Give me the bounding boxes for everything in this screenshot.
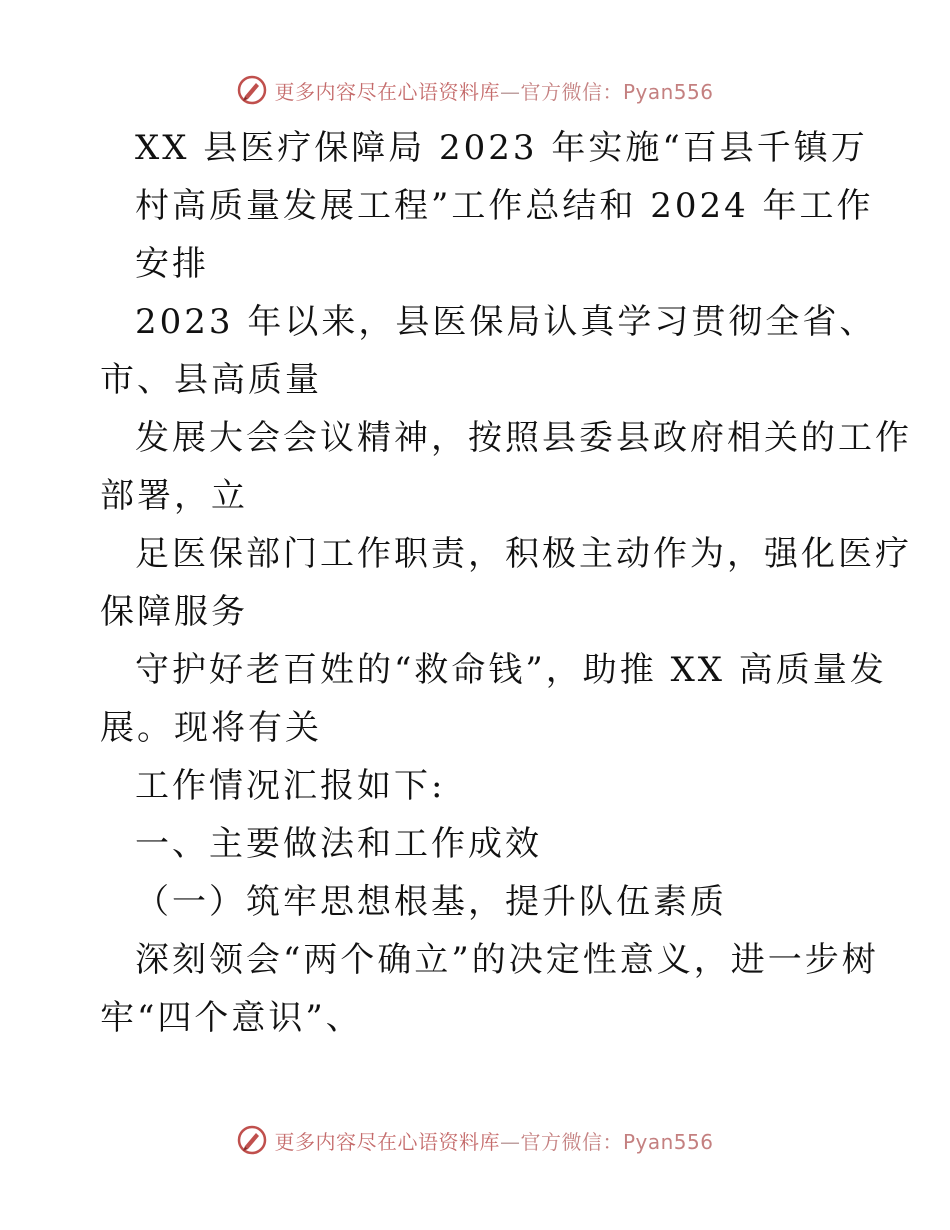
- watermark-text: [274, 1126, 713, 1155]
- paragraph-line: 守护好老百姓的“救命钱”，助推 XX 高质量发: [135, 650, 887, 690]
- watermark-dash: —: [499, 79, 521, 104]
- watermark-main: 更多内容尽在心语资料库: [274, 1129, 500, 1154]
- watermark-text: [274, 76, 713, 105]
- title-line-3: 安排: [135, 244, 209, 284]
- footer-watermark: [0, 1120, 950, 1160]
- header-watermark: [0, 70, 950, 110]
- watermark-dash: —: [499, 1129, 521, 1154]
- watermark-main: 更多内容尽在心语资料库: [274, 79, 500, 104]
- paragraph-line: 展。现将有关: [100, 708, 322, 748]
- paragraph-line: 保障服务: [100, 592, 248, 632]
- paragraph-line: 部署，立: [100, 476, 248, 516]
- pen-logo-icon: [236, 1124, 268, 1156]
- title-line-1: XX 县医疗保障局 2023 年实施“百县千镇万: [135, 128, 868, 168]
- paragraph-line: 足医保部门工作职责，积极主动作为，强化医疗: [135, 534, 912, 574]
- paragraph-line: 牢“四个意识”、: [100, 998, 363, 1038]
- watermark-wechat: 官方微信：Pyan556: [520, 1129, 714, 1154]
- pen-logo-icon: [236, 74, 268, 106]
- paragraph-line: 2023 年以来，县医保局认真学习贯彻全省、: [135, 302, 877, 342]
- paragraph-line: 深刻领会“两个确立”的决定性意义，进一步树: [135, 940, 879, 980]
- section-heading: 一、主要做法和工作成效: [135, 824, 542, 864]
- title-line-2: 村高质量发展工程”工作总结和 2024 年工作: [135, 186, 874, 226]
- paragraph-line: 工作情况汇报如下:: [135, 766, 446, 806]
- paragraph-line: 发展大会会议精神，按照县委县政府相关的工作: [135, 418, 912, 458]
- paragraph-line: 市、县高质量: [100, 360, 322, 400]
- subsection-heading: （一）筑牢思想根基，提升队伍素质: [135, 882, 727, 922]
- watermark-wechat: 官方微信：Pyan556: [520, 79, 714, 104]
